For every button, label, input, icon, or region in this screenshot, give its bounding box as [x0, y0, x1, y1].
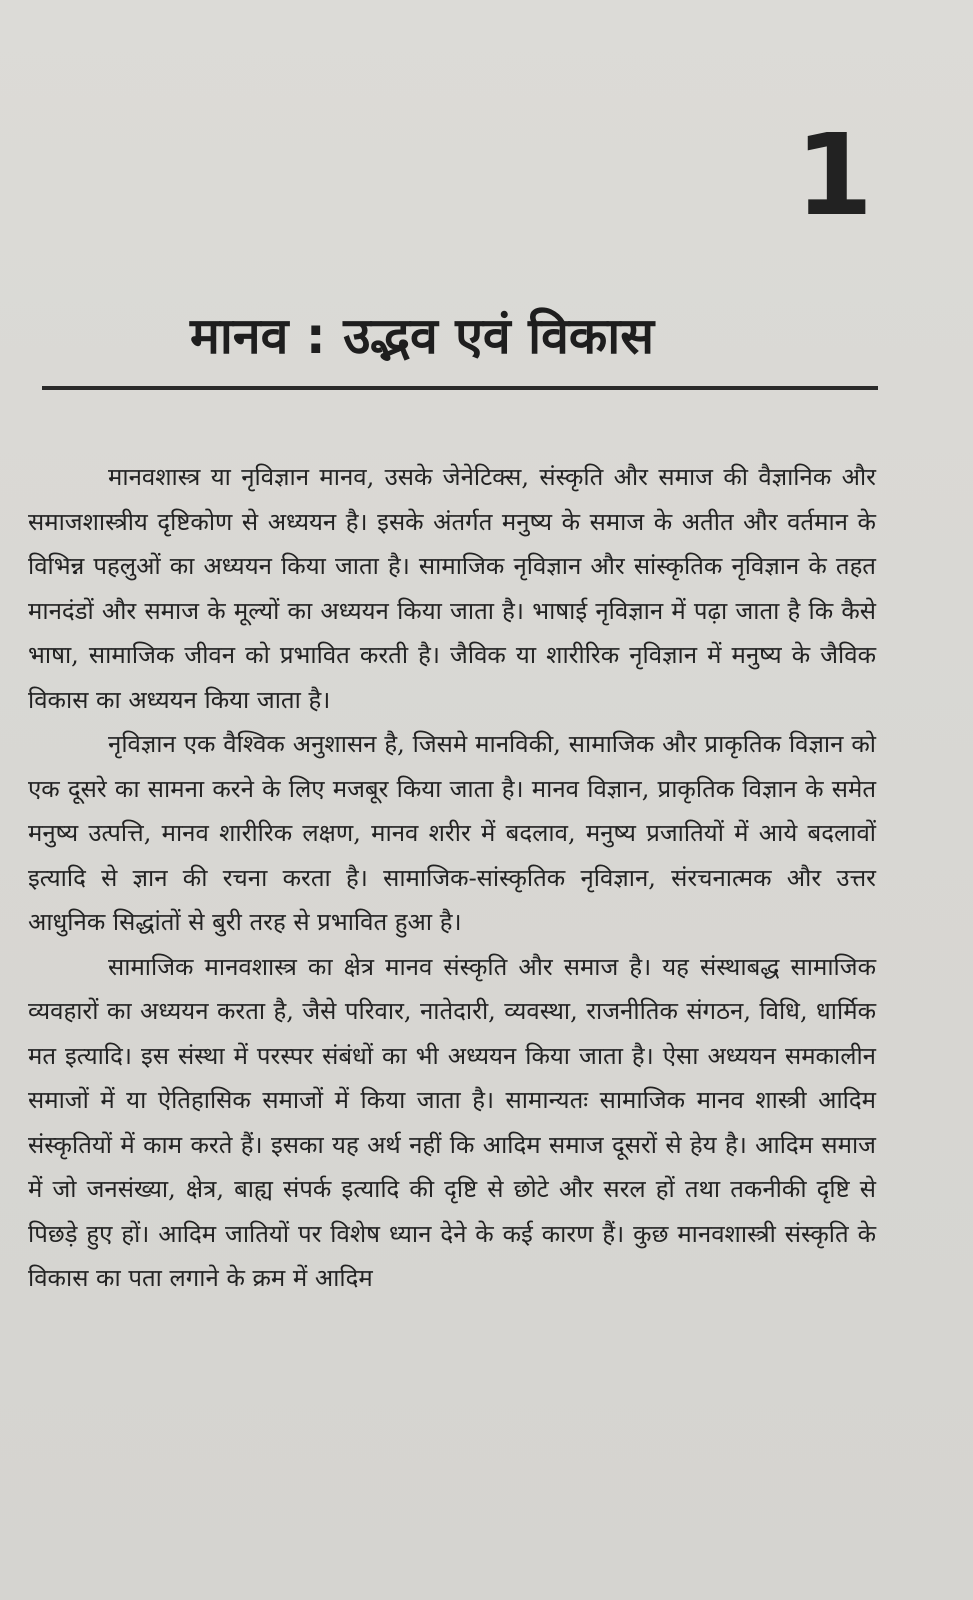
- paragraph-1: मानवशास्त्र या नृविज्ञान मानव, उसके जेनेटिक्स, संस्कृति और समाज की वैज्ञानिक और समाजशास्त्रीय दृष्टिकोण से अध्ययन है। इसके अंतर्गत मनुष्य के समाज के अतीत और वर्तमान के विभिन्न पहलुओं का अध्ययन किया जाता है। सामाजिक नृविज्ञान और सांस्कृतिक नृविज्ञान के तहत मानदंडों और समाज के मूल्यों का अध्ययन किया जाता है। भाषाई नृविज्ञान में पढ़ा जाता है कि कैसे भाषा, सामाजिक जीवन को प्रभावित करती है। जैविक या शारीरिक नृविज्ञान में मनुष्य के जैविक विकास का अध्ययन किया जाता है।: [28, 463, 876, 714]
- paragraph-3: सामाजिक मानवशास्त्र का क्षेत्र मानव संस्कृति और समाज है। यह संस्थाबद्ध सामाजिक व्यवहारों का अध्ययन करता है, जैसे परिवार, नातेदारी, व्यवस्था, राजनीतिक संगठन, विधि, धार्मिक मत इत्यादि। इस संस्था में परस्पर संबंधों का भी अध्ययन किया जाता है। ऐसा अध्ययन समकालीन समाजों में या ऐतिहासिक समाजों में किया जाता है। सामान्यतः सामाजिक मानव शास्त्री आदिम संस्कृतियों में काम करते हैं। इसका यह अर्थ नहीं कि आदिम समाज दूसरों से हेय है। आदिम समाज में जो जनसंख्या, क्षेत्र, बाह्य संपर्क इत्यादि की दृष्टि से छोटे और सरल हों तथा तकनीकी दृष्टि से पिछड़े हुए हों। आदिम जातियों पर विशेष ध्यान देने के कई कारण हैं। कुछ मानवशास्त्री संस्कृति के विकास का पता लगाने के क्रम में आदिम: [28, 952, 876, 1292]
- title-underline: [42, 386, 878, 390]
- body-text: [28, 455, 876, 1301]
- chapter-title: मानव : उद्भव एवं विकास: [190, 307, 655, 365]
- paragraph-2: नृविज्ञान एक वैश्विक अनुशासन है, जिसमे मानविकी, सामाजिक और प्राकृतिक विज्ञान को एक दूसरे का सामना करने के लिए मजबूर किया जाता है। मानव विज्ञान, प्राकृतिक विज्ञान के समेत मनुष्य उत्पत्ति, मानव शारीरिक लक्षण, मानव शरीर में बदलाव, मनुष्य प्रजातियों में आये बदलावों इत्यादि से ज्ञान की रचना करता है। सामाजिक-सांस्कृतिक नृविज्ञान, संरचनात्मक और उत्तर आधुनिक सिद्धांतों से बुरी तरह से प्रभावित हुआ है।: [28, 730, 876, 936]
- chapter-number: 1: [795, 111, 873, 241]
